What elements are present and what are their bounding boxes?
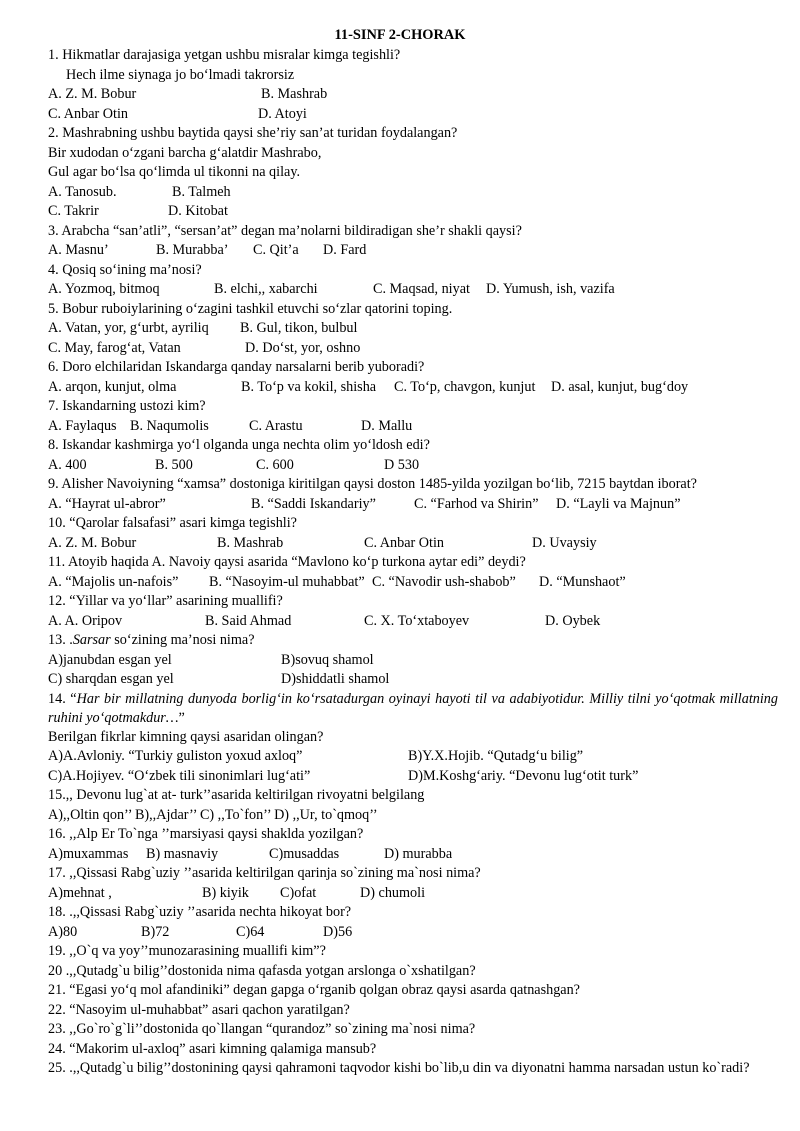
option-c: C. “Navodir ush-shabob”	[372, 573, 516, 590]
option-c: C)64	[236, 923, 265, 940]
question-text: 1. Hikmatlar darajasiga yetgan ushbu misralar kimga tegishli?	[48, 47, 401, 63]
question-16	[48, 825, 778, 845]
option-a: A)A.Avloniy. “Turkiy guliston yoxud axloq”	[48, 748, 303, 764]
question-text: 15.,, Devonu lug`at at- turk’’asarida keltirilgan rivoyatni belgilang	[48, 787, 425, 803]
option-b: B. “Nasoyim-ul muhabbat”	[209, 573, 365, 590]
quote-line	[48, 66, 778, 86]
question-1	[48, 46, 778, 66]
option-a: A. Vatan, yor, g‘urbt, ayriliq	[48, 320, 209, 336]
question-21	[48, 981, 778, 1001]
question-text: 4. Qosiq so‘ining ma’nosi?	[48, 261, 202, 278]
question-text: 9. Alisher Navoiyning “xamsa” dostoniga kiritilgan qaysi doston 1485-yilda yozilgan bo‘lib, 7215 baytdan iborat?	[48, 476, 697, 492]
question-text: 2. Mashrabning ushbu baytida qaysi she’riy san’at turidan foydalangan?	[48, 125, 458, 141]
answer-row	[48, 456, 778, 476]
option-c: C. Anbar Otin	[364, 534, 444, 551]
answer-row	[48, 241, 778, 261]
question-text: 18. .,,Qissasi Rabg`uziy ’’asarida nechta hikoyat bor?	[48, 904, 352, 920]
option-c: C. Anbar Otin	[48, 105, 128, 122]
answer-row	[48, 573, 778, 593]
question-text: 10. “Qarolar falsafasi” asari kimga tegishli?	[48, 515, 297, 531]
option-d: D) chumoli	[360, 884, 426, 901]
question-text: 21. “Egasi yo‘q mol afandiniki” degan gapga o‘rganib qolgan obraz qaysi asarda qatnashgan?	[48, 982, 580, 998]
option-b: B. “Saddi Iskandariy”	[251, 495, 376, 512]
question-13	[48, 631, 778, 651]
option-b: B. Said Ahmad	[205, 612, 292, 629]
answer-row	[48, 767, 778, 787]
option-a: A. A. Oripov	[48, 612, 123, 629]
answer-row	[48, 202, 778, 222]
option-d: D. Uvaysiy	[532, 534, 597, 551]
answer-row	[48, 534, 778, 554]
answer-row	[48, 495, 778, 515]
answer-row	[48, 378, 778, 398]
question-text: 19. ,,O`q va yoy’’munozarasining muallifi kim”?	[48, 943, 326, 959]
option-d: D)56	[323, 923, 353, 940]
question-17	[48, 864, 778, 884]
option-b: B. Murabba’	[156, 242, 229, 258]
option-a: A)janubdan esgan yel	[48, 651, 172, 668]
question-text: 3. Arabcha “san’atli”, “sersan’at” degan ma’nolarni bildiradigan she’r shakli qaysi?	[48, 222, 522, 239]
option-b: B)Y.X.Hojib. “Qutadg‘u bilig”	[408, 748, 584, 764]
option-b: B)72	[141, 923, 170, 940]
options-inline: A),,Oltin qon’’ B),,Ajdar’’ C) ,,To`fon’’ D) ,,Ur, to`qmoq’’	[48, 806, 378, 823]
quote-line	[48, 163, 778, 183]
option-a: A. Z. M. Bobur	[48, 534, 137, 551]
option-d: D. Mallu	[361, 417, 413, 434]
option-d: D) murabba	[384, 845, 453, 862]
question-22	[48, 1001, 778, 1021]
option-a: A. 400	[48, 456, 87, 473]
option-a: A)muxammas	[48, 845, 129, 862]
answer-row	[48, 670, 778, 690]
question-20	[48, 962, 778, 982]
question-text: 11. Atoyib haqida A. Navoiy qaysi asarida “Mavlono ko‘p turkona aytar edi” deydi?	[48, 554, 526, 570]
option-c: C. Qit’a	[253, 242, 299, 258]
option-b: B) kiyik	[202, 884, 249, 901]
question-11	[48, 553, 778, 573]
option-b: B. Talmeh	[172, 183, 231, 200]
question-7	[48, 397, 778, 417]
question-prompt	[48, 728, 778, 748]
question-prefix: 14. “	[48, 690, 77, 707]
option-d: D. Do‘st, yor, oshno	[245, 339, 361, 356]
question-text	[48, 631, 255, 651]
page-title: 11-SINF 2-CHORAK	[334, 27, 466, 43]
option-d: D)shiddatli shamol	[281, 671, 390, 687]
option-c: C. “Farhod va Shirin”	[414, 495, 539, 512]
option-a: A. Faylaqus	[48, 417, 117, 434]
option-b: B)sovuq shamol	[281, 651, 374, 668]
question-text: Berilgan fikrlar kimning qaysi asaridan olingan?	[48, 728, 324, 745]
option-c: C) sharqdan esgan yel	[48, 671, 174, 687]
answer-row	[48, 319, 778, 339]
answer-row	[48, 280, 778, 300]
question-5	[48, 300, 778, 320]
option-b: B) masnaviy	[146, 845, 219, 862]
answer-row	[48, 339, 778, 359]
option-d: D. Oybek	[545, 612, 601, 629]
question-text: 24. “Makorim ul-axloq” asari kimning qalamiga mansub?	[48, 1040, 377, 1057]
option-a: A. “Hayrat ul-abror”	[48, 495, 166, 512]
answer-row	[48, 884, 778, 904]
question-23	[48, 1020, 778, 1040]
question-list	[48, 46, 778, 1097]
question-15	[48, 786, 778, 806]
option-a: A. Z. M. Bobur	[48, 86, 137, 102]
quote-text: Bir xudodan o‘zgani barcha g‘alatdir Mashrabo,	[48, 144, 322, 161]
option-c: C. Maqsad, niyat	[373, 281, 470, 297]
quote-text: Gul agar bo‘lsa qo‘limda ul tikonni na qilay.	[48, 164, 301, 180]
question-quote: Har bir millatning dunyoda borlig‘in ko‘rsatadurgan oyinayi hayoti til va adabiyotidur. Milliy tilni yo‘qotmak millatning ruhini yo‘qotmakdur…	[48, 690, 778, 726]
option-c: C. Arastu	[249, 417, 303, 434]
option-a: A. Masnu’	[48, 242, 109, 258]
answer-row	[48, 612, 778, 632]
option-a: A. arqon, kunjut, olma	[48, 378, 177, 395]
question-text: 22. “Nasoyim ul-muhabbat” asari qachon yaratilgan?	[48, 1001, 350, 1018]
question-2	[48, 124, 778, 144]
question-text: 8. Iskandar kashmirga yo‘l olganda unga nechta olim yo‘ldosh edi?	[48, 437, 430, 453]
option-b: B. To‘p va kokil, shisha	[241, 378, 377, 395]
option-c: C)ofat	[280, 884, 317, 901]
answer-row	[48, 806, 778, 826]
answer-row	[48, 845, 778, 865]
answer-row	[48, 651, 778, 671]
answer-row	[48, 417, 778, 437]
option-c: C)A.Hojiyev. “O‘zbek tili sinonimlari lug‘ati”	[48, 767, 311, 784]
option-c: C. To‘p, chavgon, kunjut	[394, 378, 536, 395]
option-c: C. Takrir	[48, 203, 99, 219]
option-b: B. Naqumolis	[130, 417, 209, 434]
option-b: B. 500	[155, 456, 193, 473]
option-d: D. asal, kunjut, bug‘doy	[551, 378, 689, 395]
question-9	[48, 475, 778, 495]
answer-row	[48, 747, 778, 767]
question-text: 17. ,,Qissasi Rabg`uziy ’’asarida keltirilgan qarinja so`zining ma`nosi nima?	[48, 865, 481, 881]
option-a: A)mehnat ,	[48, 884, 112, 901]
option-a: A. Tanosub.	[48, 183, 117, 200]
question-prefix: 13. .	[48, 632, 73, 648]
question-25	[48, 1059, 778, 1097]
question-text: 25. .,,Qutadg`u bilig’’dostonining qaysi qahramoni taqvodor kishi bo`lib,u din va diyonatni hamma narsadan ustun ko`radi?	[48, 1060, 750, 1076]
question-14	[48, 690, 778, 728]
question-18	[48, 903, 778, 923]
option-d: D. “Layli va Majnun”	[556, 495, 681, 512]
option-c: C. 600	[256, 456, 294, 473]
option-b: B. Gul, tikon, bulbul	[240, 320, 358, 336]
answer-row	[48, 183, 778, 203]
option-b: B. elchi,, xabarchi	[214, 281, 318, 297]
option-d: D. Atoyi	[258, 105, 307, 122]
option-a: A)80	[48, 923, 78, 940]
option-c: C)musaddas	[269, 845, 340, 862]
question-12	[48, 592, 778, 612]
option-d: D. Yumush, ish, vazifa	[486, 281, 615, 297]
question-suffix: ”	[178, 709, 185, 726]
question-3	[48, 222, 778, 242]
question-text: 6. Doro elchilaridan Iskandarga qanday narsalarni berib yuboradi?	[48, 359, 425, 375]
quote-line	[48, 144, 778, 164]
option-a: A. “Majolis un-nafois”	[48, 573, 179, 590]
option-b: B. Mashrab	[217, 534, 284, 551]
question-6	[48, 358, 778, 378]
option-d: D. Kitobat	[168, 203, 228, 219]
question-text: 23. ,,Go`ro`g`li’’dostonida qo`llangan “qurandoz” so`zining ma`nosi nima?	[48, 1021, 476, 1037]
question-text: 12. “Yillar va yo‘llar” asarining muallifi?	[48, 593, 283, 609]
option-d: D. Fard	[323, 242, 367, 258]
option-a: A. Yozmoq, bitmoq	[48, 281, 160, 297]
question-8	[48, 436, 778, 456]
question-text: 20 .,,Qutadg`u bilig’’dostonida nima qafasda yotgan arslonga o`xshatilgan?	[48, 962, 476, 979]
answer-row	[48, 105, 778, 125]
option-d: D. “Munshaot”	[539, 573, 626, 590]
option-c: C. May, farog‘at, Vatan	[48, 339, 181, 356]
option-c: C. X. To‘xtaboyev	[364, 612, 470, 629]
answer-row	[48, 85, 778, 105]
question-19	[48, 942, 778, 962]
question-10	[48, 514, 778, 534]
option-d: D 530	[384, 456, 420, 473]
answer-row	[48, 923, 778, 943]
question-24	[48, 1040, 778, 1060]
question-text: 16. ,,Alp Er To`nga ’’marsiyasi qaysi shaklda yozilgan?	[48, 826, 364, 842]
question-suffix: so‘zining ma’nosi nima?	[110, 632, 255, 648]
option-d: D)M.Koshg‘ariy. “Devonu lug‘otit turk”	[408, 767, 639, 784]
question-term: Sarsar	[72, 632, 111, 648]
quote-text: Hech ilme siynaga jo bo‘lmadi takrorsiz	[66, 66, 295, 83]
question-text: 7. Iskandarning ustozi kim?	[48, 398, 206, 414]
option-b: B. Mashrab	[261, 86, 328, 102]
question-4	[48, 261, 778, 281]
question-text: 5. Bobur ruboiylarining o‘zagini tashkil etuvchi so‘zlar qatorini toping.	[48, 300, 453, 317]
